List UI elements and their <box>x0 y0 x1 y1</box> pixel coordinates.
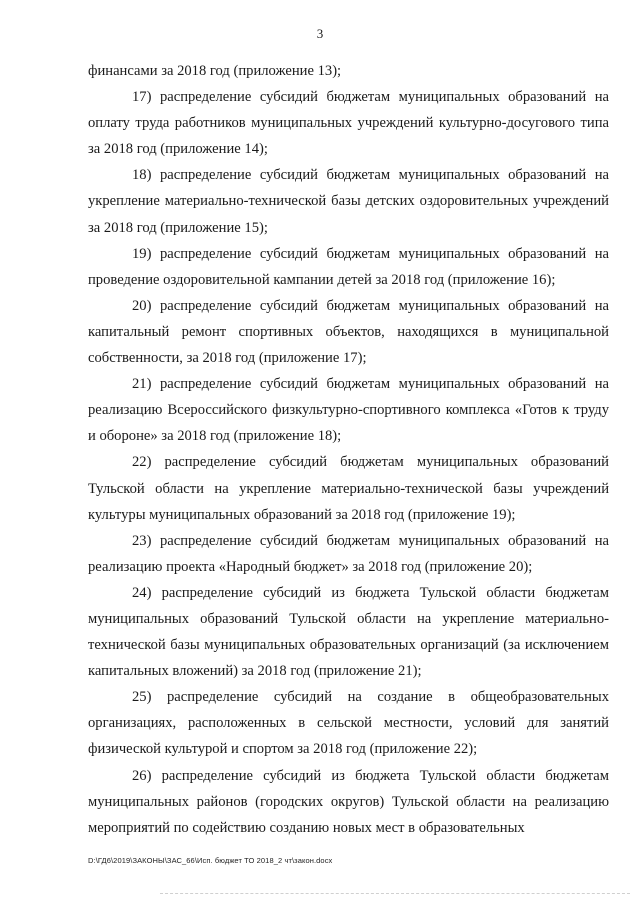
footer-file-path: D:\ГД6\2019\ЗАКОНЫ\ЗАС_66\Исп. бюджет ТО 2018_2 чт\закон.docx <box>88 856 333 865</box>
paragraph-item-17: 17) распределение субсидий бюджетам муниципальных образований на оплату труда работников муниципальных учреждений культурно-досугового типа за 2018 год (приложение 14); <box>88 89 609 158</box>
document-body <box>88 58 609 841</box>
paragraph-item-18: 18) распределение субсидий бюджетам муниципальных образований на укрепление материально-технической базы детских оздоровительных учреждений за 2018 год (приложение 15); <box>88 167 609 236</box>
scan-artifact-line <box>160 893 630 894</box>
paragraph-continuation: финансами за 2018 год (приложение 13); <box>88 63 342 79</box>
paragraph-item-21: 21) распределение субсидий бюджетам муниципальных образований на реализацию Всероссийского физкультурно-спортивного комплекса «Готов к труду и обороне» за 2018 год (приложение 18); <box>88 376 609 445</box>
paragraph-item-26: 26) распределение субсидий из бюджета Тульской области бюджетам муниципальных районов (городских округов) Тульской области на реализацию мероприятий по содействию созданию новых мест в образовательных <box>88 767 609 836</box>
paragraph-item-19: 19) распределение субсидий бюджетам муниципальных образований на проведение оздоровительной кампании детей за 2018 год (приложение 16); <box>88 245 609 288</box>
paragraph-item-25: 25) распределение субсидий на создание в общеобразовательных организациях, расположенных в сельской местности, условий для занятий физической культурой и спортом за 2018 год (приложение 22); <box>88 689 609 758</box>
page-number: 3 <box>316 26 324 41</box>
paragraph-item-22: 22) распределение субсидий бюджетам муниципальных образований Тульской области на укрепление материально-технической базы учреждений культуры муниципальных образований за 2018 год (приложение 19); <box>88 454 609 523</box>
paragraph-item-23: 23) распределение субсидий бюджетам муниципальных образований на реализацию проекта «Народный бюджет» за 2018 год (приложение 20); <box>88 532 609 575</box>
paragraph-item-24: 24) распределение субсидий из бюджета Тульской области бюджетам муниципальных образований Тульской области на укрепление материально-технической базы муниципальных образовательных организаций (за исключением капитальных вложений) за 2018 год (приложение 21); <box>88 584 609 680</box>
paragraph-item-20: 20) распределение субсидий бюджетам муниципальных образований на капитальный ремонт спортивных объектов, находящихся в муниципальной собственности, за 2018 год (приложение 17); <box>88 297 609 367</box>
